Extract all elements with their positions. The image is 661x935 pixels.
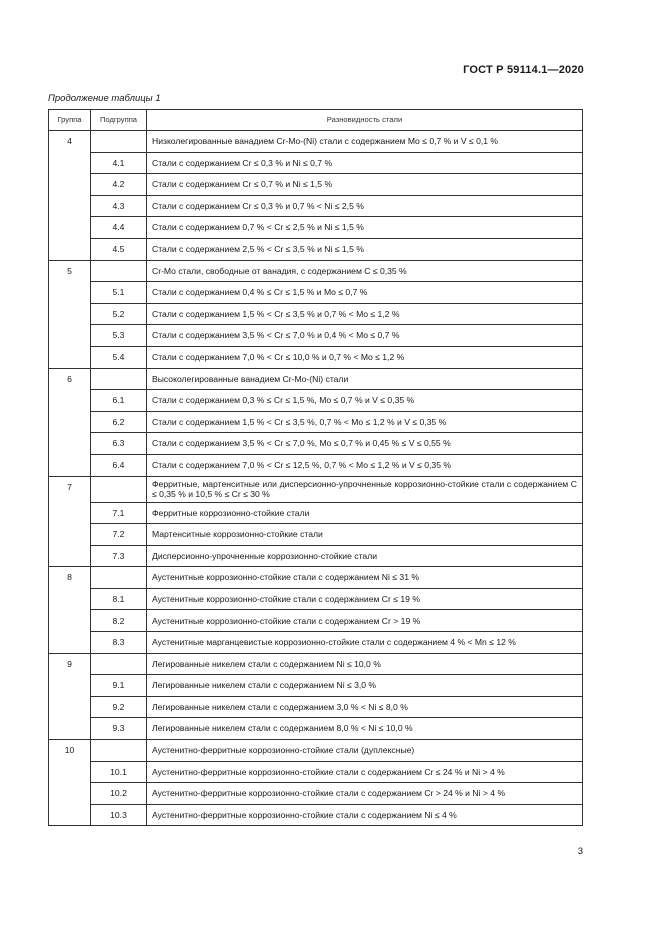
subgroup-description-cell: Мартенситные коррозионно-стойкие стали — [147, 524, 583, 546]
group-description-cell: Высоколегированные ванадием Cr-Mo-(Ni) стали — [147, 368, 583, 390]
subgroup-empty-cell — [91, 567, 147, 589]
subgroup-row — [49, 346, 583, 368]
subgroup-code-cell: 5.3 — [91, 325, 147, 347]
subgroup-code-cell: 4.3 — [91, 195, 147, 217]
subgroup-empty-cell — [91, 476, 147, 502]
subgroup-row — [49, 411, 583, 433]
subgroup-row — [49, 282, 583, 304]
subgroup-description-cell: Аустенитно-ферритные коррозионно-стойкие стали с содержанием Cr > 24 % и Ni > 4 % — [147, 783, 583, 805]
group-description-cell: Аустенитные коррозионно-стойкие стали с содержанием Ni ≤ 31 % — [147, 567, 583, 589]
table-header-row — [49, 110, 583, 131]
subgroup-code-cell: 5.2 — [91, 303, 147, 325]
subgroup-description-cell: Стали с содержанием 0,7 % < Cr ≤ 2,5 % и Ni ≤ 1,5 % — [147, 217, 583, 239]
subgroup-description-cell: Аустенитные коррозионно-стойкие стали с содержанием Cr > 19 % — [147, 610, 583, 632]
subgroup-description-cell: Легированные никелем стали с содержанием 3,0 % < Ni ≤ 8,0 % — [147, 696, 583, 718]
group-row — [49, 653, 583, 675]
group-row — [49, 260, 583, 282]
subgroup-code-cell: 4.5 — [91, 238, 147, 260]
group-row — [49, 567, 583, 589]
subgroup-description-cell: Стали с содержанием 3,5 % < Cr ≤ 7,0 %, Mo ≤ 0,7 % и 0,45 % ≤ V ≤ 0,55 % — [147, 433, 583, 455]
subgroup-row — [49, 610, 583, 632]
group-description-cell: Cr-Mo стали, свободные от ванадия, с содержанием C ≤ 0,35 % — [147, 260, 583, 282]
steel-groups-table — [48, 109, 583, 826]
subgroup-row — [49, 524, 583, 546]
subgroup-code-cell: 4.4 — [91, 217, 147, 239]
subgroup-row — [49, 783, 583, 805]
group-number-cell: 9 — [49, 653, 91, 739]
subgroup-description-cell: Стали с содержанием 2,5 % < Cr ≤ 3,5 % и Ni ≤ 1,5 % — [147, 238, 583, 260]
group-description-cell: Ферритные, мартенситные или дисперсионно-упрочненные коррозионно-стойкие стали с содержанием C ≤ 0,35 % и 10,5 % ≤ Cr ≤ 30 % — [147, 476, 583, 502]
subgroup-row — [49, 303, 583, 325]
group-description-cell: Низколегированные ванадием Cr-Mo-(Ni) стали с содержанием Mo ≤ 0,7 % и V ≤ 0,1 % — [147, 131, 583, 153]
group-row — [49, 476, 583, 502]
subgroup-description-cell: Аустенитно-ферритные коррозионно-стойкие стали с содержанием Ni ≤ 4 % — [147, 804, 583, 826]
subgroup-code-cell: 6.4 — [91, 454, 147, 476]
subgroup-row — [49, 718, 583, 740]
subgroup-code-cell: 5.1 — [91, 282, 147, 304]
subgroup-empty-cell — [91, 740, 147, 762]
subgroup-description-cell: Дисперсионно-упрочненные коррозионно-стойкие стали — [147, 545, 583, 567]
subgroup-row — [49, 390, 583, 412]
subgroup-empty-cell — [91, 368, 147, 390]
subgroup-row — [49, 545, 583, 567]
subgroup-code-cell: 9.3 — [91, 718, 147, 740]
subgroup-row — [49, 454, 583, 476]
subgroup-code-cell: 7.3 — [91, 545, 147, 567]
subgroup-code-cell: 6.3 — [91, 433, 147, 455]
column-header-group: Группа — [49, 110, 91, 131]
group-number-cell: 10 — [49, 740, 91, 826]
group-row — [49, 368, 583, 390]
subgroup-row — [49, 804, 583, 826]
subgroup-row — [49, 433, 583, 455]
subgroup-description-cell: Стали с содержанием Cr ≤ 0,3 % и Ni ≤ 0,7 % — [147, 152, 583, 174]
subgroup-row — [49, 174, 583, 196]
subgroup-description-cell: Стали с содержанием Cr ≤ 0,7 % и Ni ≤ 1,5 % — [147, 174, 583, 196]
subgroup-description-cell: Аустенитные коррозионно-стойкие стали с содержанием Cr ≤ 19 % — [147, 588, 583, 610]
subgroup-row — [49, 325, 583, 347]
subgroup-code-cell: 7.1 — [91, 502, 147, 524]
group-number-cell: 6 — [49, 368, 91, 476]
subgroup-description-cell: Стали с содержанием 0,4 % ≤ Cr ≤ 1,5 % и Mo ≤ 0,7 % — [147, 282, 583, 304]
column-header-steel-type: Разновидность стали — [147, 110, 583, 131]
subgroup-description-cell: Стали с содержанием Cr ≤ 0,3 % и 0,7 % < Ni ≤ 2,5 % — [147, 195, 583, 217]
subgroup-row — [49, 761, 583, 783]
group-description-cell: Легированные никелем стали с содержанием Ni ≤ 10,0 % — [147, 653, 583, 675]
subgroup-row — [49, 696, 583, 718]
subgroup-code-cell: 9.1 — [91, 675, 147, 697]
subgroup-description-cell: Стали с содержанием 3,5 % < Cr ≤ 7,0 % и 0,4 % < Mo ≤ 0,7 % — [147, 325, 583, 347]
subgroup-code-cell: 4.2 — [91, 174, 147, 196]
group-number-cell: 4 — [49, 131, 91, 261]
group-row — [49, 740, 583, 762]
subgroup-description-cell: Ферритные коррозионно-стойкие стали — [147, 502, 583, 524]
subgroup-code-cell: 8.3 — [91, 632, 147, 654]
subgroup-description-cell: Легированные никелем стали с содержанием Ni ≤ 3,0 % — [147, 675, 583, 697]
group-description-cell: Аустенитно-ферритные коррозионно-стойкие стали (дуплексные) — [147, 740, 583, 762]
subgroup-description-cell: Стали с содержанием 7,0 % < Cr ≤ 12,5 %, 0,7 % < Mo ≤ 1,2 % и V ≤ 0,35 % — [147, 454, 583, 476]
subgroup-code-cell: 9.2 — [91, 696, 147, 718]
subgroup-code-cell: 4.1 — [91, 152, 147, 174]
subgroup-row — [49, 502, 583, 524]
subgroup-row — [49, 195, 583, 217]
document-id: ГОСТ Р 59114.1—2020 — [463, 64, 584, 76]
subgroup-code-cell: 6.1 — [91, 390, 147, 412]
group-number-cell: 8 — [49, 567, 91, 653]
subgroup-code-cell: 7.2 — [91, 524, 147, 546]
subgroup-description-cell: Аустенитно-ферритные коррозионно-стойкие стали с содержанием Cr ≤ 24 % и Ni > 4 % — [147, 761, 583, 783]
subgroup-empty-cell — [91, 653, 147, 675]
subgroup-code-cell: 8.1 — [91, 588, 147, 610]
group-number-cell: 7 — [49, 476, 91, 567]
subgroup-code-cell: 8.2 — [91, 610, 147, 632]
subgroup-empty-cell — [91, 260, 147, 282]
group-number-cell: 5 — [49, 260, 91, 368]
subgroup-row — [49, 217, 583, 239]
subgroup-description-cell: Легированные никелем стали с содержанием 8,0 % < Ni ≤ 10,0 % — [147, 718, 583, 740]
subgroup-description-cell: Стали с содержанием 0,3 % ≤ Cr ≤ 1,5 %, Mo ≤ 0,7 % и V ≤ 0,35 % — [147, 390, 583, 412]
subgroup-row — [49, 632, 583, 654]
subgroup-code-cell: 10.2 — [91, 783, 147, 805]
subgroup-description-cell: Аустенитные марганцевистые коррозионно-стойкие стали с содержанием 4 % < Mn ≤ 12 % — [147, 632, 583, 654]
subgroup-row — [49, 238, 583, 260]
subgroup-empty-cell — [91, 131, 147, 153]
subgroup-code-cell: 10.3 — [91, 804, 147, 826]
page-number: 3 — [577, 846, 583, 857]
subgroup-description-cell: Стали с содержанием 1,5 % < Cr ≤ 3,5 %, 0,7 % < Mo ≤ 1,2 % и V ≤ 0,35 % — [147, 411, 583, 433]
subgroup-description-cell: Стали с содержанием 7,0 % < Cr ≤ 10,0 % и 0,7 % < Mo ≤ 1,2 % — [147, 346, 583, 368]
table-body — [49, 131, 583, 826]
group-row — [49, 131, 583, 153]
table-caption: Продолжение таблицы 1 — [48, 93, 161, 104]
subgroup-row — [49, 675, 583, 697]
subgroup-code-cell: 5.4 — [91, 346, 147, 368]
subgroup-description-cell: Стали с содержанием 1,5 % < Cr ≤ 3,5 % и 0,7 % < Mo ≤ 1,2 % — [147, 303, 583, 325]
column-header-subgroup: Подгруппа — [91, 110, 147, 131]
subgroup-row — [49, 152, 583, 174]
subgroup-code-cell: 10.1 — [91, 761, 147, 783]
subgroup-row — [49, 588, 583, 610]
subgroup-code-cell: 6.2 — [91, 411, 147, 433]
